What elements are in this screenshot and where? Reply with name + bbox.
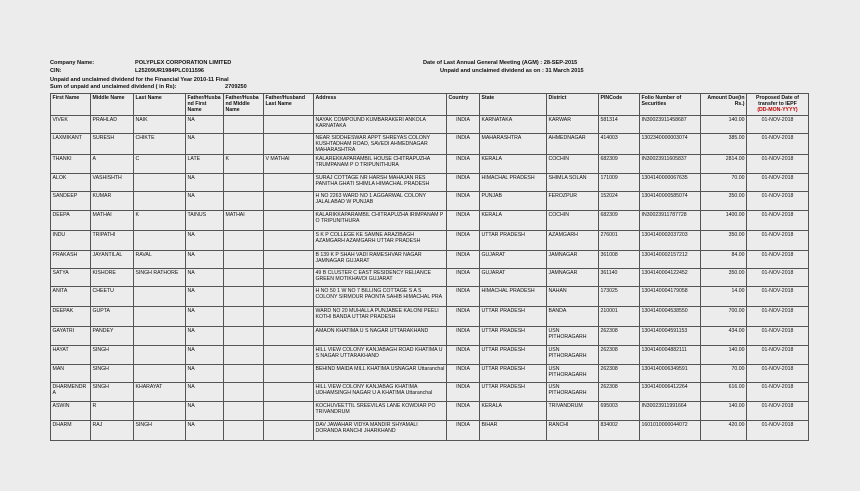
- cell-state: HIMACHAL PRADESH: [480, 174, 547, 192]
- cell-transfer-date: 01-NOV-2018: [747, 231, 809, 251]
- cell-father-last-name: V MATHAI: [264, 155, 314, 174]
- cell-amount-due: 2814.00: [701, 155, 747, 174]
- cell-folio-number: IN30023911787728: [640, 211, 701, 231]
- cell-address: DAV JAWAHAR VIDYA MANDIR SHYAMALI DORANDA RANCHI JHARKHAND: [314, 421, 447, 441]
- cell-address: H NO 2263 WARD NO 1 AGGARWAL COLONY JALALABAD W PUNJAB: [314, 192, 447, 211]
- cell-father-middle-name: [224, 383, 264, 402]
- cell-district: TRIVANDRUM: [547, 402, 599, 421]
- cell-father-first-name: NA: [186, 269, 224, 287]
- cell-address: BEHIND MAIDA MILL KHATIMA USNAGAR Uttaranchal: [314, 365, 447, 383]
- cell-first-name: HAYAT: [51, 346, 91, 365]
- table-row: [51, 269, 809, 287]
- cell-last-name: [134, 402, 186, 421]
- agm-value: 28-SEP-2015: [543, 60, 578, 66]
- cell-folio-number: IN30023911605837: [640, 155, 701, 174]
- cell-state: BIHAR: [480, 421, 547, 441]
- cell-first-name: MAN: [51, 365, 91, 383]
- cell-country: INDIA: [447, 231, 480, 251]
- cell-first-name: ASWIN: [51, 402, 91, 421]
- cell-father-first-name: NA: [186, 365, 224, 383]
- cell-father-last-name: [264, 287, 314, 307]
- cell-middle-name: KISHORE: [91, 269, 134, 287]
- header-col-transfer-date: [747, 94, 809, 116]
- cell-last-name: CHIKTE: [134, 133, 186, 155]
- cell-country: INDIA: [447, 365, 480, 383]
- cell-father-middle-name: [224, 269, 264, 287]
- cell-state: UTTAR PRADESH: [480, 346, 547, 365]
- cell-country: INDIA: [447, 402, 480, 421]
- cell-amount-due: 350.00: [701, 269, 747, 287]
- cell-transfer-date: 01-NOV-2018: [747, 251, 809, 269]
- cell-state: UTTAR PRADESH: [480, 365, 547, 383]
- cell-father-first-name: NA: [186, 251, 224, 269]
- cell-transfer-date: 01-NOV-2018: [747, 383, 809, 402]
- unpaid-dividend-table: [50, 93, 809, 441]
- header-col-father-last-name: Father/Husband Last Name: [264, 94, 314, 116]
- cell-address: S K P COLLEGE KE SAMNE ARAZIBAGH AZAMGARH AZAMGARH UTTAR PRADESH: [314, 231, 447, 251]
- cell-district: COCHIN: [547, 211, 599, 231]
- cell-folio-number: 1304140000585074: [640, 192, 701, 211]
- cell-father-middle-name: [224, 287, 264, 307]
- cell-first-name: DEEPAK: [51, 307, 91, 327]
- cell-father-first-name: NA: [186, 307, 224, 327]
- cell-father-last-name: [264, 192, 314, 211]
- cell-father-middle-name: [224, 365, 264, 383]
- cell-father-middle-name: [224, 174, 264, 192]
- cell-address: HILL VIEW COLONY KANJABAG KHATIMA UDHAMSINGH NAGAR U A KHATIMA Uttaranchal: [314, 383, 447, 402]
- cell-first-name: DHARMENDRA: [51, 383, 91, 402]
- cell-state: KERALA: [480, 155, 547, 174]
- cin-value: L25209UR1984PLC011596: [135, 68, 205, 74]
- cell-pincode: 262308: [599, 327, 640, 346]
- cell-amount-due: 140.00: [701, 115, 747, 133]
- header-col-last-name: Last Name: [134, 94, 186, 116]
- cell-middle-name: R: [91, 402, 134, 421]
- cell-father-first-name: NA: [186, 192, 224, 211]
- cell-first-name: PRAKASH: [51, 251, 91, 269]
- cell-pincode: 262308: [599, 346, 640, 365]
- cell-first-name: SATYA: [51, 269, 91, 287]
- table-row: [51, 346, 809, 365]
- cell-father-first-name: NA: [186, 174, 224, 192]
- table-body: [51, 115, 809, 441]
- cell-district: JAMNAGAR: [547, 251, 599, 269]
- cell-father-last-name: [264, 346, 314, 365]
- agm-label: Date of Last Annual General Meeting (AGM) :: [423, 60, 543, 66]
- cell-transfer-date: 01-NOV-2018: [747, 269, 809, 287]
- cell-first-name: DEEPA: [51, 211, 91, 231]
- table-row: [51, 155, 809, 174]
- agm-line: [423, 60, 577, 67]
- cell-transfer-date: 01-NOV-2018: [747, 365, 809, 383]
- cell-last-name: NAIK: [134, 115, 186, 133]
- cell-state: GUJARAT: [480, 269, 547, 287]
- cin-line: [50, 68, 204, 75]
- table-row: [51, 327, 809, 346]
- cell-district: NAHAN: [547, 287, 599, 307]
- cell-transfer-date: 01-NOV-2018: [747, 307, 809, 327]
- cell-country: INDIA: [447, 174, 480, 192]
- cell-district: COCHIN: [547, 155, 599, 174]
- cell-folio-number: IN30023911458687: [640, 115, 701, 133]
- cell-folio-number: 1304140004122452: [640, 269, 701, 287]
- cell-amount-due: 385.00: [701, 133, 747, 155]
- table-row: [51, 133, 809, 155]
- cell-middle-name: VASHISHTH: [91, 174, 134, 192]
- table-row: [51, 307, 809, 327]
- cell-last-name: SINGH RATHORE: [134, 269, 186, 287]
- cell-father-middle-name: [224, 346, 264, 365]
- cell-father-last-name: [264, 307, 314, 327]
- header-col-country: Country: [447, 94, 480, 116]
- cell-folio-number: 1302340000003074: [640, 133, 701, 155]
- cell-state: MAHARASHTRA: [480, 133, 547, 155]
- cell-amount-due: 70.00: [701, 174, 747, 192]
- cell-amount-due: 14.00: [701, 287, 747, 307]
- cell-amount-due: 1400.00: [701, 211, 747, 231]
- cell-last-name: RAVAL: [134, 251, 186, 269]
- table-header-row: [51, 94, 809, 116]
- cell-amount-due: 84.00: [701, 251, 747, 269]
- cell-pincode: 581314: [599, 115, 640, 133]
- cell-middle-name: GUPTA: [91, 307, 134, 327]
- cell-father-middle-name: [224, 231, 264, 251]
- cell-pincode: 695003: [599, 402, 640, 421]
- cell-last-name: KHARAYAT: [134, 383, 186, 402]
- cell-father-middle-name: [224, 115, 264, 133]
- cell-country: INDIA: [447, 346, 480, 365]
- table-row: [51, 211, 809, 231]
- cell-father-middle-name: [224, 133, 264, 155]
- cell-father-last-name: [264, 115, 314, 133]
- cell-district: SHIMLA SOLAN: [547, 174, 599, 192]
- cell-father-first-name: NA: [186, 287, 224, 307]
- cell-pincode: 361140: [599, 269, 640, 287]
- cell-amount-due: 350.00: [701, 192, 747, 211]
- cell-middle-name: TRIPATHI: [91, 231, 134, 251]
- cell-father-middle-name: [224, 192, 264, 211]
- cell-middle-name: KUMAR: [91, 192, 134, 211]
- cell-last-name: [134, 287, 186, 307]
- cell-transfer-date: 01-NOV-2018: [747, 174, 809, 192]
- cell-country: INDIA: [447, 115, 480, 133]
- cell-amount-due: 700.00: [701, 307, 747, 327]
- cell-father-first-name: LATE: [186, 155, 224, 174]
- cell-country: INDIA: [447, 269, 480, 287]
- cell-last-name: C: [134, 155, 186, 174]
- cell-address: 49 B CLUSTER C EAST RESIDENCY RELIANCE GREEN MOTIKHAVDI GUJARAT: [314, 269, 447, 287]
- header-col-district: District: [547, 94, 599, 116]
- date-format-note: (DD-MON-YYYY): [757, 107, 798, 114]
- cell-last-name: [134, 327, 186, 346]
- table-row: [51, 174, 809, 192]
- cell-middle-name: SINGH: [91, 365, 134, 383]
- cell-district: FEROZPUR: [547, 192, 599, 211]
- cell-pincode: 262308: [599, 383, 640, 402]
- cell-pincode: 152024: [599, 192, 640, 211]
- header-col-folio-number: Folio Number of Securities: [640, 94, 701, 116]
- cell-amount-due: 140.00: [701, 346, 747, 365]
- cell-district: USN PITHORAGARH: [547, 346, 599, 365]
- cell-district: RANCHI: [547, 421, 599, 441]
- cell-father-last-name: [264, 383, 314, 402]
- cell-father-last-name: [264, 402, 314, 421]
- company-value: POLYPLEX CORPORATION LIMITED: [135, 60, 232, 66]
- cell-middle-name: JAYANTILAL: [91, 251, 134, 269]
- company-label: Company Name:: [50, 60, 95, 66]
- table-row: [51, 115, 809, 133]
- cell-address: SURAJ COTTAGE NR HARSH MAHAJAN RES PANITHA GHATI SHIMLA HIMACHAL PRADESH: [314, 174, 447, 192]
- cell-father-middle-name: [224, 307, 264, 327]
- cell-amount-due: 434.00: [701, 327, 747, 346]
- cell-district: BANDA: [547, 307, 599, 327]
- cell-amount-due: 140.00: [701, 402, 747, 421]
- cell-folio-number: IN30023911991664: [640, 402, 701, 421]
- cell-father-first-name: NA: [186, 383, 224, 402]
- cell-state: GUJARAT: [480, 251, 547, 269]
- company-line: [50, 60, 231, 67]
- cell-transfer-date: 01-NOV-2018: [747, 346, 809, 365]
- cell-folio-number: 1304140006349591: [640, 365, 701, 383]
- cell-country: INDIA: [447, 383, 480, 402]
- cell-last-name: [134, 192, 186, 211]
- cell-transfer-date: 01-NOV-2018: [747, 402, 809, 421]
- cell-country: INDIA: [447, 251, 480, 269]
- cell-father-first-name: NA: [186, 402, 224, 421]
- table-row: [51, 383, 809, 402]
- cell-address: NEAR SIDDHESWAR APPT SHREYAS COLONY KUSHTADHAM ROAD, SAVEDI AHMEDNAGAR MAHARASHTRA: [314, 133, 447, 155]
- cell-last-name: SINGH: [134, 421, 186, 441]
- cell-pincode: 171009: [599, 174, 640, 192]
- asof-line: [440, 68, 584, 75]
- cell-father-first-name: NA: [186, 115, 224, 133]
- cell-pincode: 682309: [599, 155, 640, 174]
- cell-last-name: [134, 307, 186, 327]
- cell-transfer-date: 01-NOV-2018: [747, 155, 809, 174]
- header-col-amount-due: Amount Due(in Rs.): [701, 94, 747, 116]
- cell-middle-name: CHEETU: [91, 287, 134, 307]
- cell-district: USN PITHORAGARH: [547, 365, 599, 383]
- cell-folio-number: 1304140004882111: [640, 346, 701, 365]
- header-col-address: Address: [314, 94, 447, 116]
- cell-country: INDIA: [447, 307, 480, 327]
- cell-first-name: THANKI: [51, 155, 91, 174]
- cell-transfer-date: 01-NOV-2018: [747, 133, 809, 155]
- cell-folio-number: 1304140002157212: [640, 251, 701, 269]
- cell-country: INDIA: [447, 211, 480, 231]
- cell-father-last-name: [264, 231, 314, 251]
- cell-amount-due: 420.00: [701, 421, 747, 441]
- cell-middle-name: SINGH: [91, 346, 134, 365]
- cell-country: INDIA: [447, 287, 480, 307]
- cell-pincode: 834002: [599, 421, 640, 441]
- cell-transfer-date: 01-NOV-2018: [747, 211, 809, 231]
- table-row: [51, 287, 809, 307]
- cell-district: USN PITHORAGARH: [547, 383, 599, 402]
- cell-pincode: 262308: [599, 365, 640, 383]
- cell-middle-name: A: [91, 155, 134, 174]
- header-col-pincode: PINCode: [599, 94, 640, 116]
- cell-state: UTTAR PRADESH: [480, 383, 547, 402]
- cell-first-name: SANDEEP: [51, 192, 91, 211]
- financial-year-line: Unpaid and unclaimed dividend for the Financial Year 2010-11 Final: [50, 77, 229, 83]
- cell-father-first-name: NA: [186, 327, 224, 346]
- transfer-date-label: Proposed Date of transfer to IEPF: [756, 95, 799, 108]
- cell-district: AHMEDNAGAR: [547, 133, 599, 155]
- header-col-father-first-name: Father/Husband First Name: [186, 94, 224, 116]
- cell-transfer-date: 01-NOV-2018: [747, 192, 809, 211]
- cell-father-last-name: [264, 327, 314, 346]
- cell-middle-name: SURESH: [91, 133, 134, 155]
- cell-father-first-name: NA: [186, 133, 224, 155]
- cell-state: KERALA: [480, 402, 547, 421]
- cell-father-middle-name: K: [224, 155, 264, 174]
- cell-folio-number: 1304140004538550: [640, 307, 701, 327]
- cell-district: KARWAR: [547, 115, 599, 133]
- cell-transfer-date: 01-NOV-2018: [747, 421, 809, 441]
- cell-father-first-name: TAINUS: [186, 211, 224, 231]
- cell-father-middle-name: [224, 251, 264, 269]
- cell-father-last-name: [264, 133, 314, 155]
- cell-first-name: INDU: [51, 231, 91, 251]
- cell-father-last-name: [264, 211, 314, 231]
- cell-address: KALAREKKAPARAMBIL HOUSE CHITRAPUZHA TRUMPANAM P O TRIPUNITHURA: [314, 155, 447, 174]
- table-row: [51, 402, 809, 421]
- cell-country: INDIA: [447, 327, 480, 346]
- cell-father-first-name: NA: [186, 231, 224, 251]
- cell-first-name: DHARM: [51, 421, 91, 441]
- cell-amount-due: 350.00: [701, 231, 747, 251]
- cell-folio-number: 1304140004591153: [640, 327, 701, 346]
- cell-address: HILL VIEW COLONY KANJABAGH ROAD KHATIMA U S NAGAR UTTARAKHAND: [314, 346, 447, 365]
- cell-pincode: 276001: [599, 231, 640, 251]
- cin-label: CIN:: [50, 68, 62, 74]
- sum-label: Sum of unpaid and unclaimed dividend ( in Rs):: [50, 84, 177, 90]
- cell-last-name: [134, 231, 186, 251]
- cell-father-last-name: [264, 365, 314, 383]
- cell-state: UTTAR PRADESH: [480, 231, 547, 251]
- cell-amount-due: 616.00: [701, 383, 747, 402]
- cell-pincode: 210001: [599, 307, 640, 327]
- cell-state: HIMACHAL PRADESH: [480, 287, 547, 307]
- cell-middle-name: MATHAI: [91, 211, 134, 231]
- asof-label: Unpaid and unclaimed dividend as on :: [440, 68, 544, 74]
- cell-father-middle-name: [224, 402, 264, 421]
- cell-state: UTTAR PRADESH: [480, 307, 547, 327]
- header-col-state: State: [480, 94, 547, 116]
- cell-last-name: [134, 346, 186, 365]
- cell-address: H NO 50 1 W NO 7 BILLING COTTAGE S A S COLONY SIRMOUR PAONTA SAHIB HIMACHAL PRA: [314, 287, 447, 307]
- table-row: [51, 251, 809, 269]
- cell-state: KARNATAKA: [480, 115, 547, 133]
- cell-amount-due: 70.00: [701, 365, 747, 383]
- table-row: [51, 231, 809, 251]
- cell-address: KALARIKKAPARAMBIL CHITRAPUZHA IRIMPANAM P O TRIPUNITHURA: [314, 211, 447, 231]
- header-col-first-name: First Name: [51, 94, 91, 116]
- cell-district: JAMNAGAR: [547, 269, 599, 287]
- cell-address: KOCHUVEETTIL SREEVILAS LANE KOWDIAR PO TRIVANDRUM: [314, 402, 447, 421]
- cell-folio-number: 1304140000067635: [640, 174, 701, 192]
- cell-middle-name: RAJ: [91, 421, 134, 441]
- cell-first-name: ANITA: [51, 287, 91, 307]
- cell-district: USN PITHORAGARH: [547, 327, 599, 346]
- cell-middle-name: PRAHLAD: [91, 115, 134, 133]
- cell-state: UTTAR PRADESH: [480, 327, 547, 346]
- cell-father-last-name: [264, 421, 314, 441]
- table-row: [51, 365, 809, 383]
- asof-value: 31 March 2015: [545, 68, 584, 74]
- cell-middle-name: SINGH: [91, 383, 134, 402]
- cell-district: AZAMGARH: [547, 231, 599, 251]
- cell-state: PUNJAB: [480, 192, 547, 211]
- cell-transfer-date: 01-NOV-2018: [747, 327, 809, 346]
- cell-pincode: 361008: [599, 251, 640, 269]
- cell-folio-number: 1304140006412264: [640, 383, 701, 402]
- cell-father-last-name: [264, 174, 314, 192]
- cell-middle-name: PANDEY: [91, 327, 134, 346]
- header-col-middle-name: Middle Name: [91, 94, 134, 116]
- cell-address: WARD NO 20 MUHALLA PUNJABEE KALONI PEELI KOTHI BANDA UTTAR PRADESH: [314, 307, 447, 327]
- cell-address: NAYAK COMPOUND KUMBARAKERI ANKOLA KARNATAKA: [314, 115, 447, 133]
- sum-value: 2709250: [225, 84, 247, 90]
- table-row: [51, 421, 809, 441]
- sum-line: [50, 84, 247, 91]
- cell-first-name: ALOK: [51, 174, 91, 192]
- cell-state: KERALA: [480, 211, 547, 231]
- cell-father-middle-name: [224, 421, 264, 441]
- cell-folio-number: 1304140004179058: [640, 287, 701, 307]
- table-row: [51, 192, 809, 211]
- cell-father-first-name: NA: [186, 346, 224, 365]
- cell-folio-number: 1601010000044072: [640, 421, 701, 441]
- cell-father-middle-name: [224, 327, 264, 346]
- cell-last-name: K: [134, 211, 186, 231]
- cell-pincode: 414003: [599, 133, 640, 155]
- cell-father-first-name: NA: [186, 421, 224, 441]
- cell-pincode: 682309: [599, 211, 640, 231]
- cell-transfer-date: 01-NOV-2018: [747, 287, 809, 307]
- cell-country: INDIA: [447, 192, 480, 211]
- cell-folio-number: 1304140002037203: [640, 231, 701, 251]
- header-col-father-middle-name: Father/Husband Middle Name: [224, 94, 264, 116]
- cell-address: B 139 K P SHAH VADI RAMESHVAR NAGAR JAMNAGAR GUJARAT: [314, 251, 447, 269]
- cell-first-name: LAXMIKANT: [51, 133, 91, 155]
- cell-first-name: GAYATRI: [51, 327, 91, 346]
- cell-country: INDIA: [447, 421, 480, 441]
- cell-last-name: [134, 365, 186, 383]
- cell-father-last-name: [264, 269, 314, 287]
- cell-transfer-date: 01-NOV-2018: [747, 115, 809, 133]
- cell-country: INDIA: [447, 155, 480, 174]
- cell-address: AMAON KHATIMA U S NAGAR UTTARAKHAND: [314, 327, 447, 346]
- cell-last-name: [134, 174, 186, 192]
- cell-first-name: VIVEK: [51, 115, 91, 133]
- cell-country: INDIA: [447, 133, 480, 155]
- cell-pincode: 173025: [599, 287, 640, 307]
- cell-father-middle-name: MATHAI: [224, 211, 264, 231]
- cell-father-last-name: [264, 251, 314, 269]
